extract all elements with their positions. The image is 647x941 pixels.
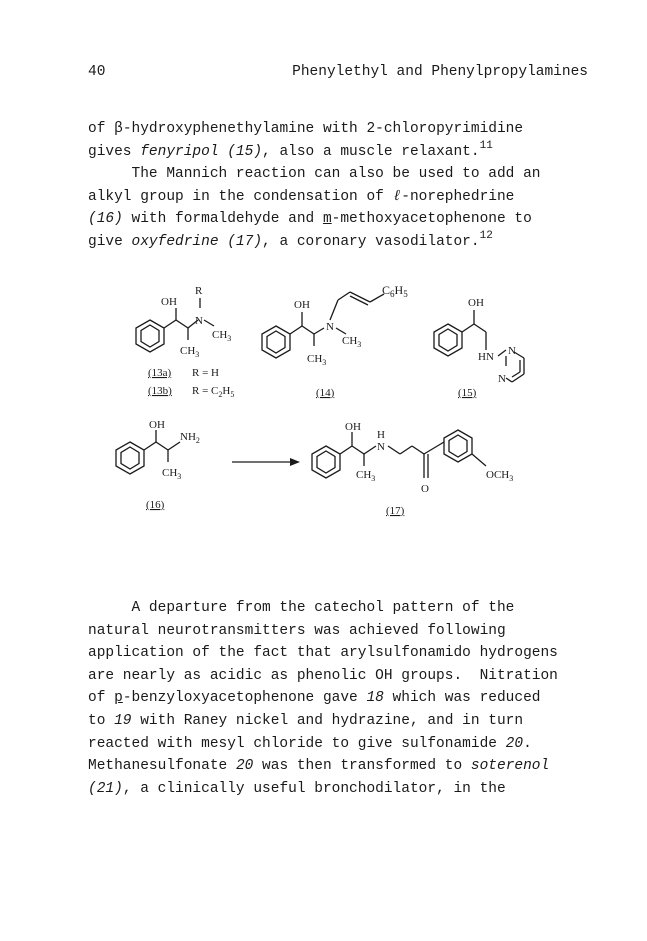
text-line: application of the fact that arylsulfonamido hydrogens [88, 645, 558, 662]
atom-label: N [195, 315, 203, 327]
page-number: 40 [88, 64, 106, 80]
atom-label: N [498, 373, 506, 385]
para-prefix: p [114, 690, 123, 707]
atom-label: HN [478, 351, 494, 363]
structure-17 [312, 430, 486, 478]
text-run: of [88, 121, 115, 137]
structure-14 [262, 292, 384, 358]
text-run: -benzyloxyacetophenone gave [122, 690, 367, 707]
atom-label: OH [161, 296, 177, 308]
text-run: , a clinically useful bronchodilator, in the [122, 780, 506, 797]
atom-label: $CH_3$ [212, 329, 232, 343]
atom-label: OH [345, 421, 361, 433]
text-line [88, 690, 541, 706]
text-run: was then transformed to [253, 758, 471, 775]
compound-name-oxyfedrine: oxyfedrine (17) [131, 233, 263, 250]
running-title: Phenylethyl and Phenylpropylamines [292, 64, 588, 80]
atom-label: R [195, 285, 203, 297]
text-run: , also a muscle relaxant. [262, 143, 480, 160]
atom-label: $CH_3$ [180, 345, 200, 359]
text-run: give [88, 233, 132, 250]
text-line [88, 781, 506, 797]
compound-label-13b: (13b) [148, 385, 172, 397]
text-run: Methanesulfonate [88, 758, 236, 775]
text-line [88, 121, 523, 137]
atom-label: $CH_3$ [342, 335, 362, 349]
compound-label-14: (14) [316, 387, 335, 399]
text-line: natural neurotransmitters was achieved following [88, 622, 506, 639]
text-line [88, 139, 493, 160]
text-run: , a coronary vasodilator. [262, 233, 480, 250]
text-line [88, 758, 549, 774]
text-line [88, 736, 532, 752]
compound-label-13a: (13a) [148, 367, 172, 379]
atom-label: O [421, 483, 429, 495]
arrowhead [290, 458, 300, 466]
reference-superscript: 12 [479, 229, 493, 242]
compound-name-soterenol: soterenol [470, 758, 550, 775]
text-run: which was reduced [383, 690, 541, 707]
atom-label: N [326, 321, 334, 333]
compound-label-15: (15) [458, 387, 477, 399]
text-run: reacted with mesyl chloride to give sulfonamide [88, 735, 506, 752]
atom-label: $C_6H_5$ [382, 283, 408, 299]
script-l-symbol: ℓ [392, 188, 402, 205]
compound-number: 19 [114, 712, 132, 729]
text-run: -norephedrine [401, 188, 515, 205]
substituent-label: R = H [192, 367, 219, 379]
paragraph-soterenol [88, 597, 588, 800]
reference-superscript: 11 [479, 139, 493, 152]
text-run: with Raney nickel and hydrazine, and in turn [131, 712, 524, 729]
text-line: are nearly as acidic as phenolic OH groups. Nitration [88, 667, 558, 684]
compound-number: 20 [235, 758, 254, 775]
atom-label: $CH_3$ [356, 469, 376, 483]
paragraph-fenyripol-oxyfedrine [88, 118, 588, 254]
text-run: to [88, 712, 115, 729]
compound-number: (16) [88, 211, 123, 228]
chemical-structures-figure [88, 270, 588, 530]
atom-label: $CH_3$ [162, 467, 182, 481]
text-run: of [88, 690, 115, 707]
text-line [88, 713, 523, 729]
atom-label: H [377, 429, 385, 441]
atom-label: $NH_2$ [180, 431, 200, 445]
atom-label: $OCH_3$ [486, 469, 514, 483]
atom-label: OH [468, 297, 484, 309]
text-line [88, 189, 514, 205]
compound-name-fenyripol: fenyripol (15) [140, 143, 263, 160]
compound-number: (21) [88, 780, 123, 797]
compound-label-16: (16) [146, 499, 165, 511]
text-run: alkyl group in the condensation of [88, 188, 393, 205]
text-run: gives [88, 143, 141, 160]
atom-label: OH [149, 419, 165, 431]
text-line: The Mannich reaction can also be used to add an [88, 166, 541, 183]
atom-label: N [377, 441, 385, 453]
atom-label: OH [294, 299, 310, 311]
text-line: A departure from the catechol pattern of the [88, 600, 515, 616]
substituent-label: $R = C_2H_5$ [192, 385, 235, 399]
compound-label-17: (17) [386, 505, 405, 517]
beta-symbol: β [114, 121, 123, 137]
meta-prefix: m [322, 211, 332, 228]
text-line [88, 211, 532, 227]
text-run: -hydroxyphenethylamine with 2-chloropyrimidine [122, 121, 524, 137]
atom-label: $CH_3$ [307, 353, 327, 367]
text-line [88, 229, 493, 250]
text-run: . [523, 735, 532, 752]
compound-number: 20 [505, 735, 524, 752]
text-run: with formaldehyde and [122, 211, 323, 228]
text-run: -methoxyacetophenone to [331, 211, 532, 228]
compound-number: 18 [366, 690, 384, 707]
atom-label: N [508, 345, 516, 357]
